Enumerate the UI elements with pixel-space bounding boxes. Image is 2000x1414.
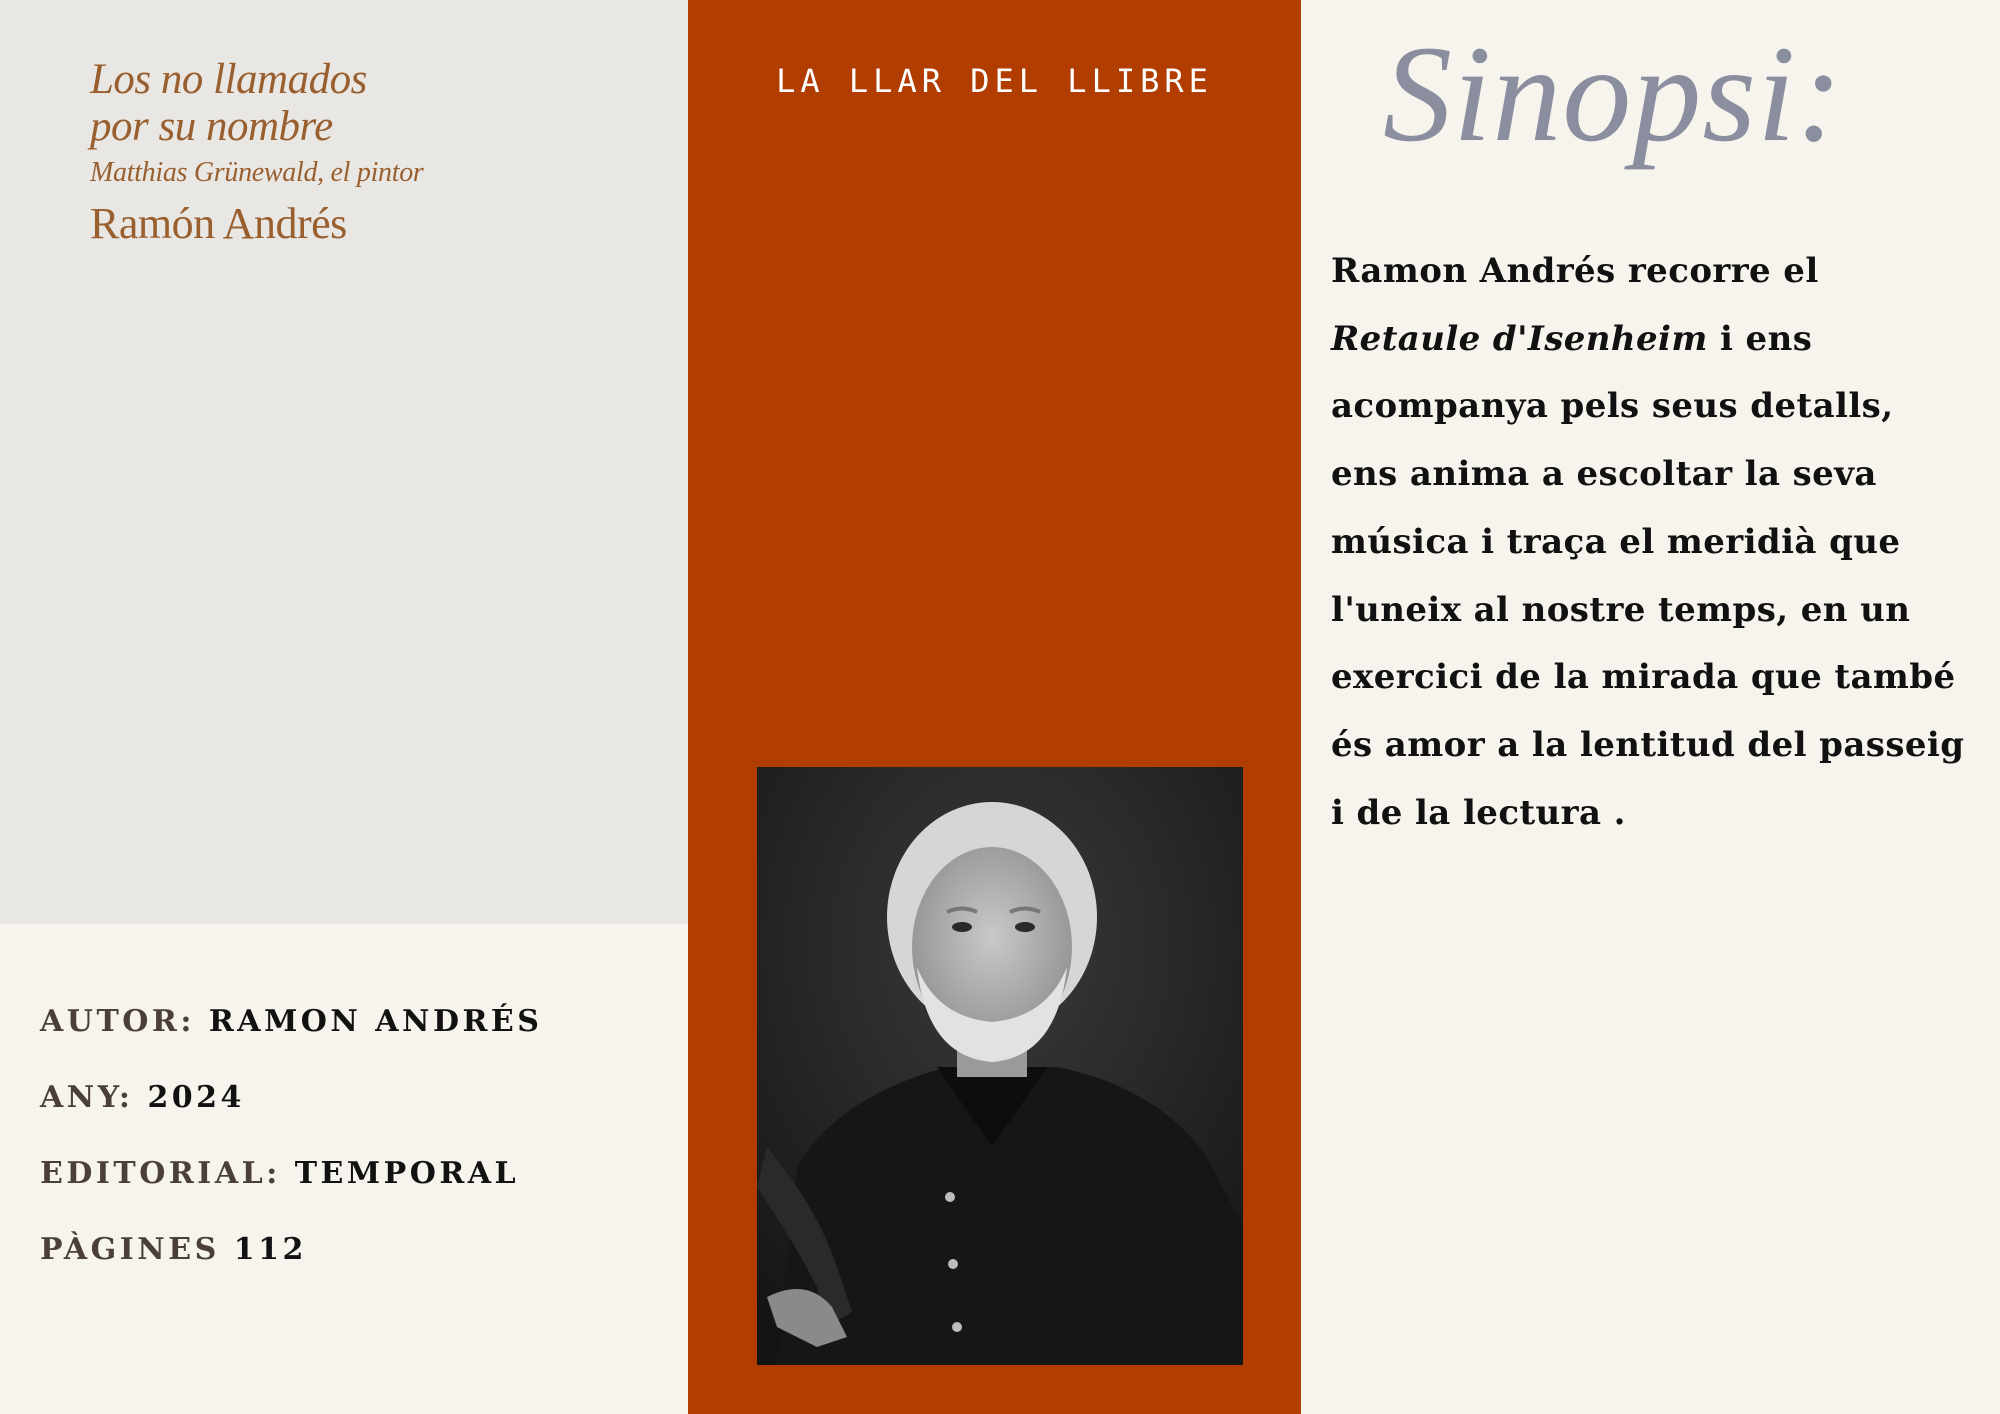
info-key: AUTOR: bbox=[40, 1004, 195, 1039]
cover-author: Ramón Andrés bbox=[90, 199, 347, 248]
book-info-list bbox=[40, 1002, 542, 1306]
info-value: TEMPORAL bbox=[294, 1156, 520, 1191]
synopsis-body: i ens acompanya pels seus detalls, ens anima a escoltar la seva música i traça el meridià que l'uneix al nostre temps, en un exercici de la mirada que també és amor a la lentitud del passeig i de la lectura . bbox=[1331, 318, 1965, 833]
info-row-author bbox=[40, 1002, 542, 1078]
author-photo bbox=[757, 767, 1243, 1365]
cover-title-line2: por su nombre bbox=[90, 103, 333, 150]
cover-subtitle: Matthias Grünewald, el pintor bbox=[90, 157, 424, 188]
right-panel bbox=[1301, 0, 2000, 1414]
info-value: RAMON ANDRÉS bbox=[208, 1004, 543, 1039]
info-value: 112 bbox=[233, 1232, 307, 1267]
info-row-pages bbox=[40, 1230, 542, 1306]
info-key: ANY: bbox=[40, 1080, 134, 1115]
info-row-publisher bbox=[40, 1154, 542, 1230]
synopsis-intro: Ramon Andrés recorre el bbox=[1331, 251, 1819, 291]
left-panel bbox=[0, 0, 688, 1414]
book-cover bbox=[0, 0, 688, 924]
cover-title-line1: Los no llamados bbox=[90, 56, 367, 103]
middle-panel bbox=[688, 0, 1301, 1414]
brand-name: LA LLAR DEL LLIBRE bbox=[776, 62, 1213, 100]
author-portrait-illustration bbox=[757, 767, 1243, 1365]
info-value: 2024 bbox=[147, 1080, 245, 1115]
info-row-year bbox=[40, 1078, 542, 1154]
synopsis-heading: Sinopsi: bbox=[1383, 17, 1844, 170]
synopsis-work-title: Retaule d'Isenheim bbox=[1331, 318, 1708, 359]
info-key: PÀGINES bbox=[40, 1232, 220, 1267]
synopsis-text bbox=[1331, 238, 1971, 847]
info-key: EDITORIAL: bbox=[40, 1156, 281, 1191]
cover-title bbox=[90, 56, 367, 150]
